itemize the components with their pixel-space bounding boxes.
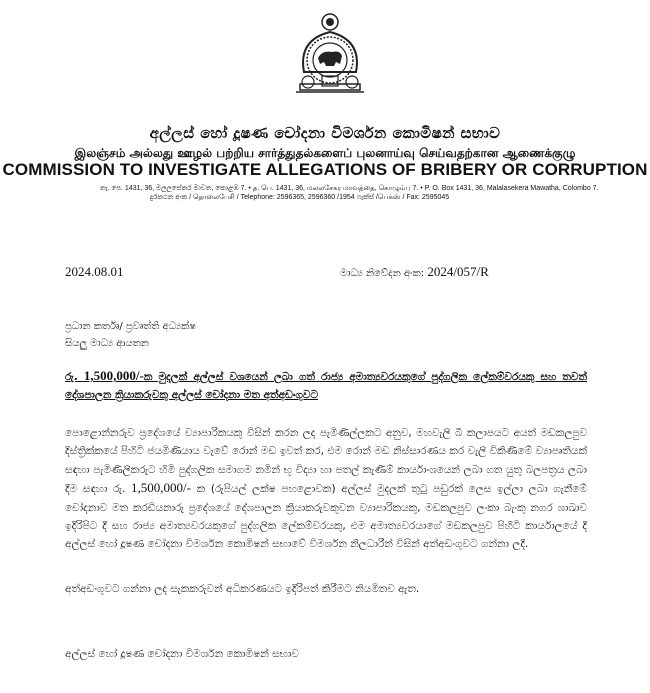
reference-number: 2024/057/R [427,264,489,279]
reference-label: මාධ්‍ය නිවේදන අංක: [340,268,425,279]
paragraph-text: පොළොන්නරුව ප්‍රදේශයේ ව්‍යාපාරිකයකු විසින් කරන ලද පැමිණිල්ලකට අනුව, මහවැලි බී කලාපයට අයත් මඩකලපුව දිස්ත්‍රික්කයේ පිහිටි ජයමිණියාය වැවේ රොන් මඩ ඉවත් කර, එම රොන් මඩ නිස්සාරණය කර වැලි විකිණීමේ ව්‍යාපෘතියක් සඳහා පැමිණිලිකරුට හිමි පුද්ගලික සමාගම නමින් භූ විද්‍යා හා පතල් කැණීම් කාර්යාංශයෙන් ලබා ගත යුතු බලපත්‍රය ලබා දීම සඳහා රු. [65,427,587,496]
org-name-english: COMMISSION TO INVESTIGATE ALLEGATIONS OF BRIBERY OR CORRUPTION [2,160,648,179]
recipients [65,318,196,352]
body-paragraph-1 [65,424,587,554]
recipient-line: ප්‍රධාන කර්තෘ/ ප්‍රවෘත්ති අධ්‍යක්ෂ [65,321,196,332]
org-name-tamil: இலஞ்சம் அல்லது ஊழல் பற்றிய சார்த்துதல்களைப் புலனாய்வு செய்வதற்கான ஆணைக்குழு [74,146,576,160]
signoff: අල්ලස් හෝ දූෂණ චෝදනා විමර්ශන කොමිෂන් සභාව [65,648,299,660]
bribe-amount: 1,500,000/- [131,480,191,496]
contact-numbers: දුරකථන අංක / தொலைபேசி / Telephone: 2596365, 2596360 /1954 ෆැක්ස් /பெக்ஸ் / Fax: 2595045 [150,194,450,201]
release-date: 2024.08.01 [65,264,124,279]
subject-text: ක මුදලක් අල්ලස් වශයෙන් ලබා ගත් රාජ්‍ය අමාත්‍යවරයකුගේ පුද්ගලික ලේකම්වරයකු සහ තවත් දේශපාලන ක්‍රියාකරුවකු අල්ලස් චෝදනා මත අත්අඩංගුවට [65,371,587,401]
subject-prefix: රු. [65,371,78,383]
national-emblem-icon [290,10,370,110]
subject-heading [65,367,587,404]
body-paragraph-2: අත්අඩංගුවට ගන්නා ලද සැකකරුවන් අධිකරණයට ඉදිරිපත් කිරීමට නියමිතව ඇත. [65,583,420,595]
subject-amount: 1,500,000/- [83,368,144,383]
release-reference [340,264,489,280]
paragraph-text: ක (රුපියල් ලක්ෂ පහළොවක) අල්ලස් මුදලක් තුටු පඩුරක් ලෙස ඉල්ලා ලබා ගැනීමේ චෝදනාව මත කරඩියනාරු ප්‍රදේශයේ දේශපාලන ක්‍රියාකරුවකුවන ව්‍යාපාරිකයකු, මඩකලපුව ලංකා බැංකු නගර ශාඛාව ඉදිරිපිට දී සහ රාජ්‍ය අමාත්‍යවරයකුගේ පුද්ගලික ලේකම්වරයකු, එම අමාත්‍යවරයාගේ මඩකලපුව පිහිටි කාර්යාලයේ දී අල්ලස් හෝ දූෂණ චෝදනා විමර්ශන කොමිෂන් සභාවේ විමර්ශන නිලධාරීන් විසින් අත්අඩංගුවට ගන්නා ලදී. [65,483,587,551]
postal-address: තැ. පෙ. 1431, 36, මලලසේකර මාවත, කොළඹ 7. • த. பெ. 1431, 36, மலலசேகர மாவத்தை, கொழும்பு 7. • P. O. Box 1431, 36, Malalasekera Mawatha, Colombo 7. [100,185,599,192]
recipient-line: සියලු මාධ්‍ය ආයතන [65,338,149,349]
org-name-sinhala: අල්ලස් හෝ දූෂණ චෝදනා විමර්ශන කොමිෂන් සභාව [149,124,501,142]
